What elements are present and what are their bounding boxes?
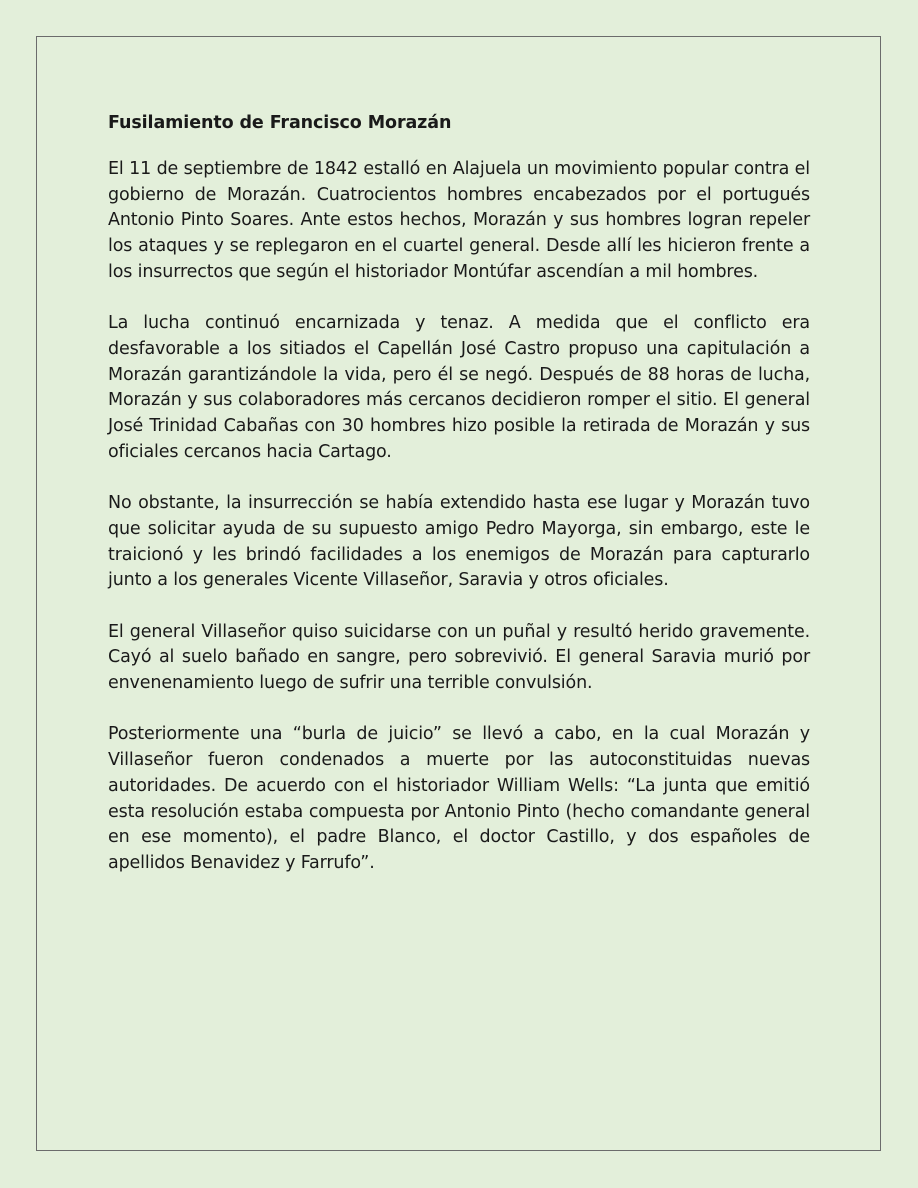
paragraph-betrayal: No obstante, la insurrección se había extendido hasta ese lugar y Morazán tuvo que solicitar ayuda de su supuesto amigo Pedro Mayorga, sin embargo, este le traicionó y les brindó facilidades a los enemigos de Morazán para capturarlo junto a los generales Vicente Villaseñor, Saravia y otros oficiales. <box>108 493 810 591</box>
paragraph-trial: Posteriormente una “burla de juicio” se llevó a cabo, en la cual Morazán y Villaseñor fueron condenados a muerte por las autoconstituidas nuevas autoridades. De acuerdo con el historiador William Wells: “La junta que emitió esta resolución estaba compuesta por Antonio Pinto (hecho comandante general en ese momento), el padre Blanco, el doctor Castillo, y dos españoles de apellidos Benavidez y Farrufo”. <box>108 724 810 873</box>
paragraph-generals: El general Villaseñor quiso suicidarse con un puñal y resultó herido gravemente. Cayó al suelo bañado en sangre, pero sobrevivió. El general Saravia murió por envenenamiento luego de sufrir una terrible convulsión. <box>108 621 810 694</box>
document-body <box>108 111 810 902</box>
paragraph-uprising: El 11 de septiembre de 1842 estalló en Alajuela un movimiento popular contra el gobierno de Morazán. Cuatrocientos hombres encabezados por el portugués Antonio Pinto Soares. Ante estos hechos, Morazán y sus hombres logran repeler los ataques y se replegaron en el cuartel general. Desde allí les hicieron frente a los insurrectos que según el historiador Montúfar ascendían a mil hombres. <box>108 159 810 282</box>
document-title: Fusilamiento de Francisco Morazán <box>108 113 452 133</box>
paragraph-siege: La lucha continuó encarnizada y tenaz. A medida que el conflicto era desfavorable a los sitiados el Capellán José Castro propuso una capitulación a Morazán garantizándole la vida, pero él se negó. Después de 88 horas de lucha, Morazán y sus colaboradores más cercanos decidieron romper el sitio. El general José Trinidad Cabañas con 30 hombres hizo posible la retirada de Morazán y sus oficiales cercanos hacia Cartago. <box>108 313 810 462</box>
